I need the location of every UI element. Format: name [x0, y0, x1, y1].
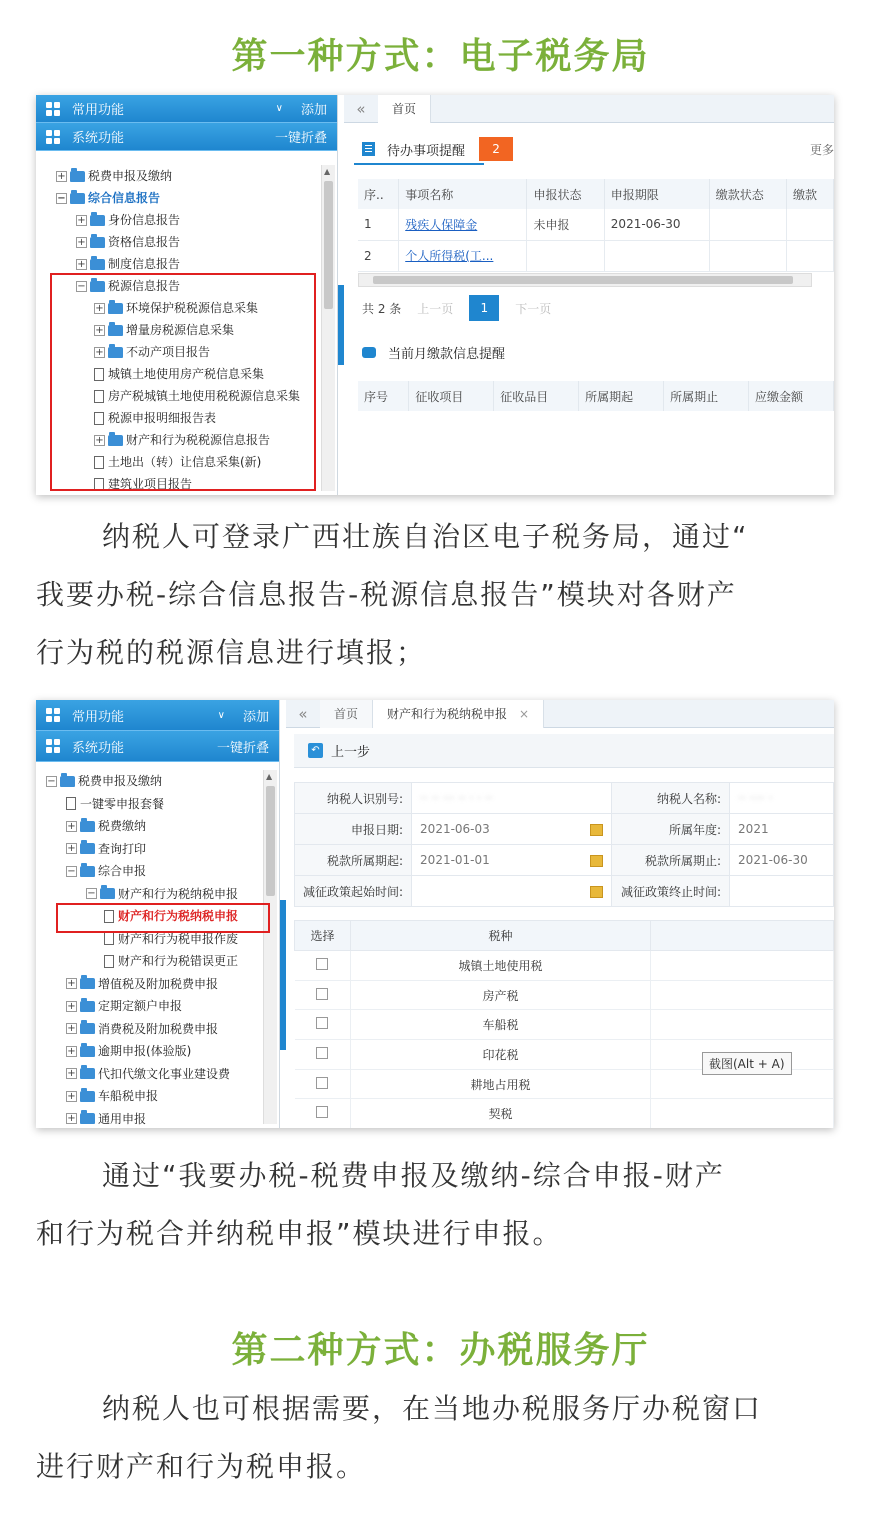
screenshot-tooltip: 截图(Alt + A) [702, 1052, 792, 1075]
taxpayer-id-value: ·· ·· ··· ·· · · ·· [412, 783, 612, 814]
tree-item-label: 税源信息报告 [108, 279, 181, 293]
double-chevron-icon[interactable]: « [298, 704, 308, 723]
tree-item[interactable] [66, 996, 182, 1016]
folder-icon [80, 1068, 95, 1079]
expand-icon[interactable]: + [67, 1023, 76, 1034]
tab-bar [344, 95, 834, 123]
tax-select-cell [295, 1040, 351, 1070]
tax-checkbox[interactable] [316, 1106, 328, 1118]
tax-select-cell [295, 1099, 351, 1128]
tree-item[interactable] [76, 210, 180, 230]
tax-checkbox[interactable] [316, 1047, 328, 1059]
expand-icon[interactable]: + [67, 843, 76, 854]
grid-icon [46, 708, 60, 722]
tax-extra-cell [651, 951, 834, 981]
col-select: 选择 [295, 921, 351, 951]
expand-icon[interactable]: + [57, 170, 66, 182]
payment-col-header: 应缴金额 [749, 381, 834, 411]
tree-item-label: 税费申报及缴纳 [78, 774, 163, 788]
period-end-label: 税款所属期止: [612, 845, 730, 876]
screenshot-declaration [36, 700, 834, 1128]
tree-item-label: 财产和行为税错误更正 [118, 954, 239, 968]
main-panel [344, 95, 834, 495]
period-start-field[interactable] [412, 845, 612, 876]
folder-icon [70, 171, 85, 182]
todo-cell: 1 [358, 209, 399, 240]
todo-row[interactable] [358, 209, 834, 240]
tree-item-label: 土地出（转）让信息采集(新) [108, 455, 262, 469]
tax-row[interactable] [295, 1010, 834, 1040]
chevron-down-icon[interactable]: ∨ [275, 103, 283, 114]
collapse-all-button[interactable]: 一键折叠 [216, 740, 269, 756]
tree-item-label: 财产和行为税纳税申报 [118, 886, 239, 901]
tax-select-cell [295, 980, 351, 1010]
tab-home[interactable]: 首页 [378, 95, 431, 123]
tree-item[interactable] [66, 861, 146, 881]
tree-item-label: 房产税城镇土地使用税税源信息采集 [108, 389, 301, 403]
tax-select-cell [295, 951, 351, 981]
tree-item[interactable] [46, 771, 162, 791]
collapse-icon[interactable]: − [67, 865, 76, 877]
folder-icon [90, 259, 105, 270]
tree-item[interactable] [66, 974, 218, 994]
tree-item-label: 车船税申报 [98, 1089, 159, 1103]
tree-item[interactable] [66, 1041, 191, 1061]
col-tax-type: 税种 [351, 921, 651, 951]
tree-item-label: 不动产项目报告 [126, 345, 211, 359]
section-heading-1: 第一种方式：电子税务局 [231, 36, 650, 77]
payment-col-header: 所属期起 [579, 381, 664, 411]
common-functions-bar[interactable] [36, 700, 279, 731]
tax-select-cell [295, 1010, 351, 1040]
tree-item-label: 代扣代缴文化事业建设费 [98, 1066, 231, 1081]
double-chevron-icon[interactable]: « [356, 99, 366, 118]
system-functions-label: 系统功能 [72, 131, 125, 146]
tree-scrollbar[interactable]: ▲ [263, 770, 277, 1124]
folder-icon [90, 237, 105, 248]
tree-item[interactable] [104, 951, 238, 971]
folder-icon [60, 776, 75, 787]
todo-col-header: 缴款 [787, 179, 834, 209]
period-start-value: 2021-01-01 [420, 853, 490, 867]
tax-name: 车船税 [351, 1010, 651, 1040]
grid-icon [46, 739, 60, 753]
todo-row[interactable] [358, 240, 834, 271]
todo-cell [787, 209, 834, 240]
tree-item-label: 税源申报明细报告表 [108, 411, 217, 425]
tree-item-label: 建筑业项目报告 [108, 477, 193, 491]
expand-icon[interactable]: + [95, 346, 104, 358]
expand-icon[interactable]: + [67, 1045, 76, 1057]
tree-item-label: 财产和行为税申报作废 [118, 931, 239, 946]
sidebar [36, 700, 280, 1128]
tree-item[interactable] [76, 254, 180, 274]
payment-col-header: 序号 [358, 381, 409, 411]
tree-item-label: 资格信息报告 [108, 235, 181, 249]
tree-item-label: 综合申报 [98, 864, 147, 878]
tree-item[interactable] [56, 188, 160, 208]
payment-header [362, 343, 505, 362]
tax-row[interactable] [295, 1099, 834, 1128]
todo-item-link[interactable]: 个人所得税(工... [399, 240, 527, 271]
function-tree [36, 770, 259, 1128]
paragraph-1 [36, 508, 848, 682]
folder-icon [100, 888, 115, 899]
todo-pager [362, 295, 551, 321]
tax-name: 耕地占用税 [351, 1069, 651, 1099]
tax-checkbox[interactable] [316, 988, 328, 1000]
todo-cell [709, 209, 786, 240]
payment-table [358, 381, 834, 411]
todo-item-link[interactable]: 残疾人保障金 [399, 209, 527, 240]
tree-item[interactable] [66, 1109, 146, 1129]
tax-checkbox[interactable] [316, 1017, 328, 1029]
close-icon[interactable]: × [519, 706, 530, 721]
payment-col-header: 所属期止 [664, 381, 749, 411]
expand-icon[interactable]: + [95, 434, 104, 446]
grid-icon [46, 102, 60, 116]
collapse-icon[interactable]: − [77, 280, 86, 292]
collapse-all-button[interactable]: 一键折叠 [274, 131, 327, 146]
common-functions-bar[interactable] [36, 95, 337, 123]
tax-name: 契税 [351, 1099, 651, 1128]
tab-home[interactable]: 首页 [320, 700, 373, 728]
pager-next[interactable]: 下一页 [515, 301, 552, 316]
todo-cell [787, 240, 834, 271]
year-label: 所属年度: [612, 814, 730, 845]
highlight-box [50, 273, 316, 491]
tree-item-label: 增量房税源信息采集 [126, 323, 235, 337]
todo-header [362, 137, 513, 161]
todo-cell: 未申报 [527, 209, 604, 240]
paragraph-2-line-1: 通过“我要办税-税费申报及缴纳-综合申报-财产 [102, 1159, 725, 1192]
message-icon [362, 347, 376, 358]
expand-icon[interactable]: + [67, 1000, 76, 1012]
tax-row[interactable] [295, 980, 834, 1010]
highlight-box [56, 903, 270, 933]
folder-icon [90, 215, 105, 226]
tab-declaration-label: 财产和行为税纳税申报 [387, 706, 508, 721]
expand-icon[interactable]: + [67, 1113, 76, 1124]
payment-title[interactable]: 当前月缴款信息提醒 [388, 347, 506, 362]
todo-cell [604, 240, 709, 271]
tax-row[interactable] [295, 951, 834, 981]
tree-item[interactable] [86, 884, 238, 904]
paragraph-3-line-1: 纳税人也可根据需要，在当地办税服务厅办税窗口 [102, 1392, 763, 1425]
folder-icon [80, 866, 95, 877]
common-functions-label: 常用功能 [72, 709, 125, 725]
policy-start-field[interactable] [412, 876, 612, 907]
folder-icon [80, 1091, 95, 1102]
todo-cell: 2021-06-30 [604, 209, 709, 240]
todo-table [358, 179, 834, 272]
declaration-form [294, 782, 834, 907]
toolbar [294, 734, 834, 768]
todo-hscrollbar[interactable] [358, 273, 812, 287]
todo-cell [527, 240, 604, 271]
declare-date-field[interactable] [412, 814, 612, 845]
add-button[interactable]: 添加 [242, 709, 269, 725]
more-link[interactable]: 更多 [809, 143, 834, 157]
payment-col-header: 征收品目 [494, 381, 579, 411]
todo-col-header: 事项名称 [399, 179, 527, 209]
folder-icon [80, 978, 95, 989]
tree-item-label: 增值税及附加税费申报 [98, 976, 219, 991]
add-button[interactable]: 添加 [300, 103, 327, 118]
paragraph-2-line-2: 和行为税合并纳税申报”模块进行申报。 [36, 1217, 563, 1250]
tree-item[interactable] [66, 1086, 158, 1106]
tree-item[interactable] [66, 1019, 218, 1039]
tree-item-label: 逾期申报(体验版) [98, 1044, 192, 1058]
tree-item[interactable] [66, 816, 146, 836]
declare-date-label: 申报日期: [295, 814, 412, 845]
folder-icon [80, 843, 95, 854]
file-icon [104, 955, 114, 968]
tree-item-label: 税费缴纳 [98, 819, 147, 833]
main-panel [286, 700, 834, 1128]
collapse-icon[interactable]: − [87, 888, 96, 899]
expand-icon[interactable]: + [67, 1090, 76, 1102]
tax-extra-cell [651, 1099, 834, 1128]
collapse-icon[interactable]: − [47, 775, 56, 787]
policy-end-field[interactable] [730, 876, 834, 907]
folder-icon [80, 1023, 95, 1034]
tree-item[interactable] [66, 1064, 230, 1084]
tax-type-table [294, 920, 834, 1128]
todo-col-header: 申报状态 [527, 179, 604, 209]
section-heading-2: 第二种方式：办税服务厅 [231, 1330, 650, 1371]
paragraph-2 [36, 1147, 848, 1263]
todo-col-header: 序.. [358, 179, 399, 209]
todo-col-header: 缴款状态 [709, 179, 786, 209]
tax-checkbox[interactable] [316, 1077, 328, 1089]
tree-item-label: 环境保护税税源信息采集 [126, 301, 259, 315]
expand-icon[interactable]: + [95, 302, 104, 314]
tree-scrollbar[interactable]: ▲ [321, 165, 335, 491]
tax-extra-cell [651, 980, 834, 1010]
tree-item-label: 税费申报及缴纳 [88, 169, 173, 183]
year-value[interactable]: 2021 [730, 814, 834, 845]
tab-bar [286, 700, 834, 728]
todo-col-header: 申报期限 [604, 179, 709, 209]
folder-icon [80, 1001, 95, 1012]
declare-date-value: 2021-06-03 [420, 822, 490, 836]
tree-item-label: 制度信息报告 [108, 257, 181, 271]
taxpayer-name-label: 纳税人名称: [612, 783, 730, 814]
chevron-down-icon[interactable]: ∨ [217, 709, 225, 721]
tree-item-label: 通用申报 [98, 1111, 147, 1126]
folder-icon [80, 1046, 95, 1057]
pager-current[interactable]: 1 [469, 295, 499, 321]
calendar-icon[interactable] [590, 886, 603, 898]
tax-select-cell [295, 1069, 351, 1099]
calendar-icon[interactable] [590, 855, 603, 867]
tree-item-label: 财产和行为税税源信息报告 [126, 433, 271, 447]
common-functions-label: 常用功能 [72, 103, 125, 118]
paragraph-1-line-2: 我要办税-综合信息报告-税源信息报告”模块对各财产 [36, 578, 737, 611]
tree-item-label: 定期定额户申报 [98, 999, 183, 1013]
tree-item[interactable] [66, 794, 164, 814]
grid-icon [46, 130, 60, 144]
todo-count-badge: 2 [479, 137, 513, 161]
back-button[interactable]: 上一步 [331, 745, 371, 760]
tax-name: 印花税 [351, 1040, 651, 1070]
policy-end-label: 减征政策终止时间: [612, 876, 730, 907]
tree-item[interactable] [66, 839, 146, 859]
tree-item-label: 综合信息报告 [88, 191, 161, 205]
paragraph-1-line-1: 纳税人可登录广西壮族自治区电子税务局，通过“ [102, 520, 749, 553]
file-icon [104, 932, 114, 945]
system-functions-bar[interactable] [36, 731, 279, 762]
folder-icon [80, 1113, 95, 1124]
paragraph-1-line-3: 行为税的税源信息进行填报； [36, 636, 427, 669]
expand-icon[interactable]: + [77, 236, 86, 248]
calendar-icon[interactable] [590, 824, 603, 836]
todo-icon [362, 142, 375, 156]
tree-item-label: 身份信息报告 [108, 213, 181, 227]
screenshot-e-tax-bureau [36, 95, 834, 495]
period-end-value[interactable]: 2021-06-30 [730, 845, 834, 876]
system-functions-label: 系统功能 [72, 740, 125, 756]
taxpayer-id-label: 纳税人识别号: [295, 783, 412, 814]
tree-item-label: 财产和行为税纳税申报 [118, 909, 239, 923]
expand-icon[interactable]: + [67, 978, 76, 989]
policy-start-label: 减征政策起始时间: [295, 876, 412, 907]
expand-icon[interactable]: + [67, 820, 76, 832]
todo-title[interactable]: 待办事项提醒 [387, 143, 466, 159]
period-start-label: 税款所属期起: [295, 845, 412, 876]
sidebar [36, 95, 338, 495]
pager-prev[interactable]: 上一页 [417, 301, 454, 316]
expand-icon[interactable]: + [77, 258, 86, 270]
tree-item[interactable] [56, 166, 172, 186]
tax-extra-cell [651, 1010, 834, 1040]
tax-name: 房产税 [351, 980, 651, 1010]
expand-icon[interactable]: + [67, 1068, 76, 1079]
back-icon[interactable]: ↶ [308, 743, 323, 758]
folder-icon [70, 193, 85, 204]
tax-checkbox[interactable] [316, 958, 328, 970]
paragraph-3 [36, 1380, 848, 1496]
collapse-icon[interactable]: − [57, 192, 66, 204]
todo-cell [709, 240, 786, 271]
tree-item-label: 消费税及附加税费申报 [98, 1021, 219, 1036]
tree-item-label: 一键零申报套餐 [80, 796, 165, 811]
expand-icon[interactable]: + [95, 324, 104, 336]
todo-underline [354, 163, 484, 165]
todo-cell: 2 [358, 240, 399, 271]
tab-declaration[interactable] [373, 700, 544, 728]
tree-item[interactable] [76, 232, 180, 252]
tree-item-label: 查询打印 [98, 841, 147, 856]
expand-icon[interactable]: + [77, 214, 86, 226]
tax-name: 城镇土地使用税 [351, 951, 651, 981]
paragraph-3-line-2: 进行财产和行为税申报。 [36, 1450, 367, 1483]
pager-total: 共 2 条 [362, 301, 402, 316]
tree-item-label: 城镇土地使用房产税信息采集 [108, 367, 265, 381]
folder-icon [80, 821, 95, 832]
payment-col-header: 征收项目 [409, 381, 494, 411]
system-functions-bar[interactable] [36, 123, 337, 151]
file-icon [66, 797, 76, 810]
taxpayer-name-value: ·· ···· · [730, 783, 834, 814]
